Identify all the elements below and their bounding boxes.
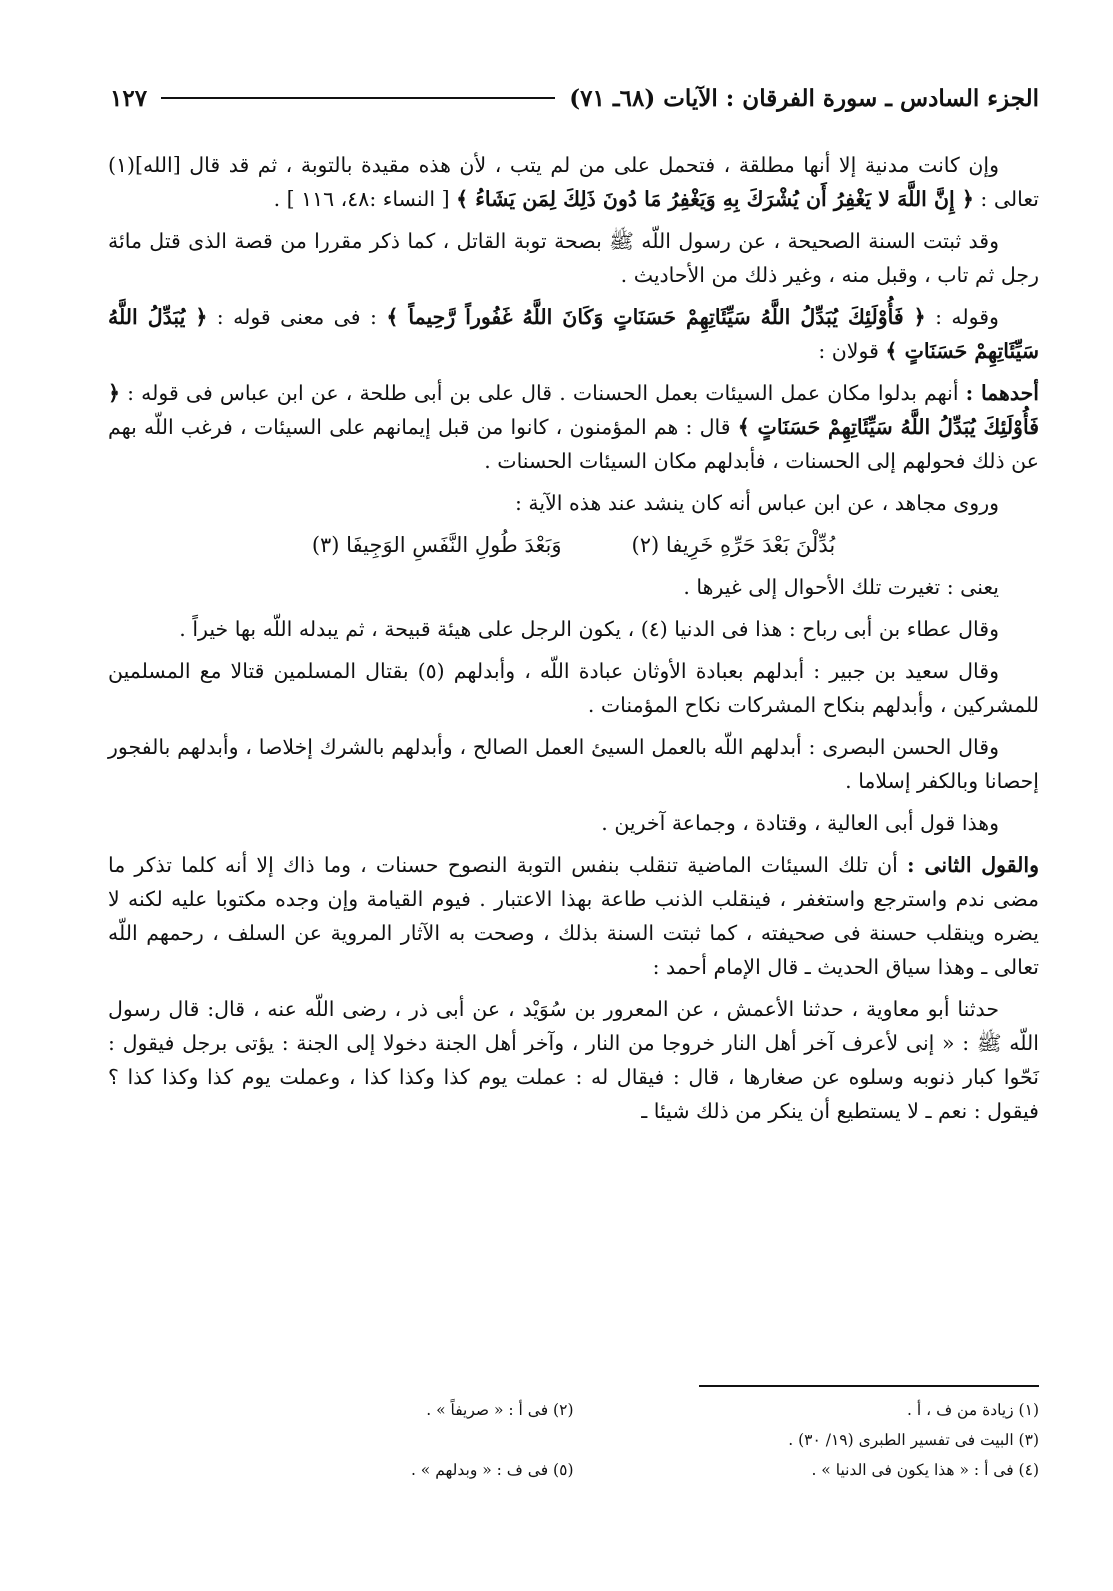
verse-hemistich-2: وَبَعْدَ طُولِ النَّفَسِ الوَجِيفَا (٣) bbox=[311, 533, 562, 557]
text-span: قولان : bbox=[818, 339, 879, 363]
paragraph-12: حدثنا أبو معاوية ، حدثنا الأعمش ، عن المعرور بن سُوَيْد ، عن أبى ذر ، رضى اللّه عنه ، قال: قال رسول اللّه ﷺ : « إنى لأعرف آخر أهل النار خروجا من النار ، وآخر أهل الجنة دخولا إلى الجنة : يؤتى برجل فيقول : نَحّوا كبار ذنوبه وسلوه عن صغارها ، قال : فيقال له : عملت يوم كذا وكذا كذا ، وعملت يوم كذا وكذا كذا ؟ فيقول : نعم ـ لا يستطيع أن ينكر من ذلك شيئا ـ bbox=[108, 997, 1039, 1123]
footnote-5: (٥) فى ف : « وبدلهم » . bbox=[410, 1461, 574, 1479]
text-span: [ النساء :٤٨، ١١٦ ] . bbox=[273, 187, 450, 211]
text-span: أن تلك السيئات الماضية تنقلب بنفس التوبة النصوح حسنات ، وما ذاك إلا أنه كلما تذكر ما مضى ندم واسترجع واستغفر ، فينقلب الذنب طاعة بهذا الاعتبار . فيوم القيامة وإن وجده مكتوبا عليه لكنه لا يضره وينقلب حسنة فى صحيفته ، كما ثبتت السنة بذلك ، وصحت به الآثار المروية عن السلف ، رحمهم اللّه تعالى ـ وهذا سياق الحديث ـ قال الإمام أحمد : bbox=[108, 853, 1039, 979]
lead-word: والقول الثانى : bbox=[907, 853, 1039, 877]
footnote-4: (٤) فى أ : « هذا يكون فى الدنيا » . bbox=[811, 1461, 1039, 1479]
paragraph-11 bbox=[108, 848, 1039, 984]
text-span: وقوله : bbox=[935, 305, 999, 329]
paragraph-7: وقال عطاء بن أبى رباح : هذا فى الدنيا (٤) ، يكون الرجل على هيئة قبيحة ، ثم يبدله اللّه بها خيراً . bbox=[179, 617, 999, 641]
paragraph-2: وقد ثبتت السنة الصحيحة ، عن رسول اللّه ﷺ بصحة توبة القاتل ، كما ذكر مقررا من قصة الذى قتل مائة رجل ثم تاب ، وقبل منه ، وغير ذلك من الأحاديث . bbox=[108, 229, 1039, 287]
verse-hemistich-1: بُدِّلْنَ بَعْدَ حَرِّهِ خَرِيفا (٢) bbox=[631, 533, 836, 557]
poetry-verse bbox=[108, 528, 1039, 562]
page-number: ١٢٧ bbox=[110, 84, 148, 112]
header-title: الجزء السادس ـ سورة الفرقان : الآيات (٦٨ـ ٧١) bbox=[569, 84, 1039, 112]
header-rule bbox=[161, 97, 555, 99]
text-span: : فى معنى قوله : bbox=[216, 305, 377, 329]
footnote-3: (٣) البيت فى تفسير الطبرى (١٩/ ٣٠) . bbox=[788, 1431, 1039, 1449]
footnote-rule bbox=[699, 1385, 1039, 1387]
quran-quote: ﴿ فَأُوْلَئِكَ يُبَدِّلُ اللَّهُ سَيِّئَاتِهِمْ حَسَنَاتٍ وَكَانَ اللَّهُ غَفُوراً رَّحِيماً ﴾ bbox=[386, 305, 926, 329]
paragraph-9: وقال الحسن البصرى : أبدلهم اللّه بالعمل السيئ العمل الصالح ، وأبدلهم بالشرك إخلاصا ، وأبدلهم بالفجور إحصانا وبالكفر إسلاما . bbox=[108, 735, 1039, 793]
quran-quote: ﴿ فَأُوْلَئِكَ يُبَدِّلُ اللَّهُ سَيِّئَاتِهِمْ حَسَنَاتٍ ﴾ bbox=[108, 381, 1040, 439]
footnote-2: (٢) فى أ : « صريفاً » . bbox=[426, 1401, 574, 1419]
footnote-row bbox=[108, 1395, 1039, 1425]
paragraph-8: وقال سعيد بن جبير : أبدلهم بعبادة الأوثان عبادة اللّه ، وأبدلهم (٥) بقتال المسلمين قتالا مع المسلمين للمشركين ، وأبدلهم بنكاح المشركات نكاح المؤمنات . bbox=[108, 659, 1039, 717]
text-span: أنهم بدلوا مكان عمل السيئات بعمل الحسنات . قال على بن أبى طلحة ، عن ابن عباس فى قوله : bbox=[127, 381, 959, 405]
paragraph-4 bbox=[108, 376, 1039, 478]
paragraph-5: وروى مجاهد ، عن ابن عباس أنه كان ينشد عند هذه الآية : bbox=[515, 491, 999, 515]
footnote-row bbox=[108, 1455, 1039, 1485]
running-header bbox=[110, 78, 1039, 118]
paragraph-10: وهذا قول أبى العالية ، وقتادة ، وجماعة آخرين . bbox=[601, 811, 999, 835]
footnotes bbox=[108, 1385, 1039, 1485]
text-span: وإن كانت مدنية إلا أنها مطلقة ، فتحمل على من لم يتب ، لأن هذه مقيدة بالتوبة ، ثم قد قال [الله](١) تعالى : bbox=[108, 153, 1039, 211]
footnote-row bbox=[108, 1425, 1039, 1455]
lead-word: أحدهما : bbox=[965, 381, 1039, 405]
quran-quote: ﴿ يُبَدِّلُ اللَّهُ سَيِّئَاتِهِمْ حَسَنَاتٍ ﴾ bbox=[108, 305, 1039, 363]
paragraph-1 bbox=[108, 148, 1039, 216]
footnote-1: (١) زيادة من ف ، أ . bbox=[907, 1401, 1039, 1419]
paragraph-3 bbox=[108, 300, 1039, 368]
quran-quote: ﴿ إِنَّ اللَّهَ لا يَغْفِرُ أَن يُشْرَكَ بِهِ وَيَغْفِرُ مَا دُونَ ذَلِكَ لِمَن يَشَاءُ ﴾ bbox=[456, 187, 974, 211]
main-text bbox=[108, 148, 1039, 1136]
paragraph-6: يعنى : تغيرت تلك الأحوال إلى غيرها . bbox=[683, 575, 999, 599]
text-span: قال : هم المؤمنون ، كانوا من قبل إيمانهم على السيئات ، فرغب اللّه بهم عن ذلك فحولهم إلى الحسنات ، فأبدلهم مكان السيئات الحسنات . bbox=[108, 415, 1039, 473]
